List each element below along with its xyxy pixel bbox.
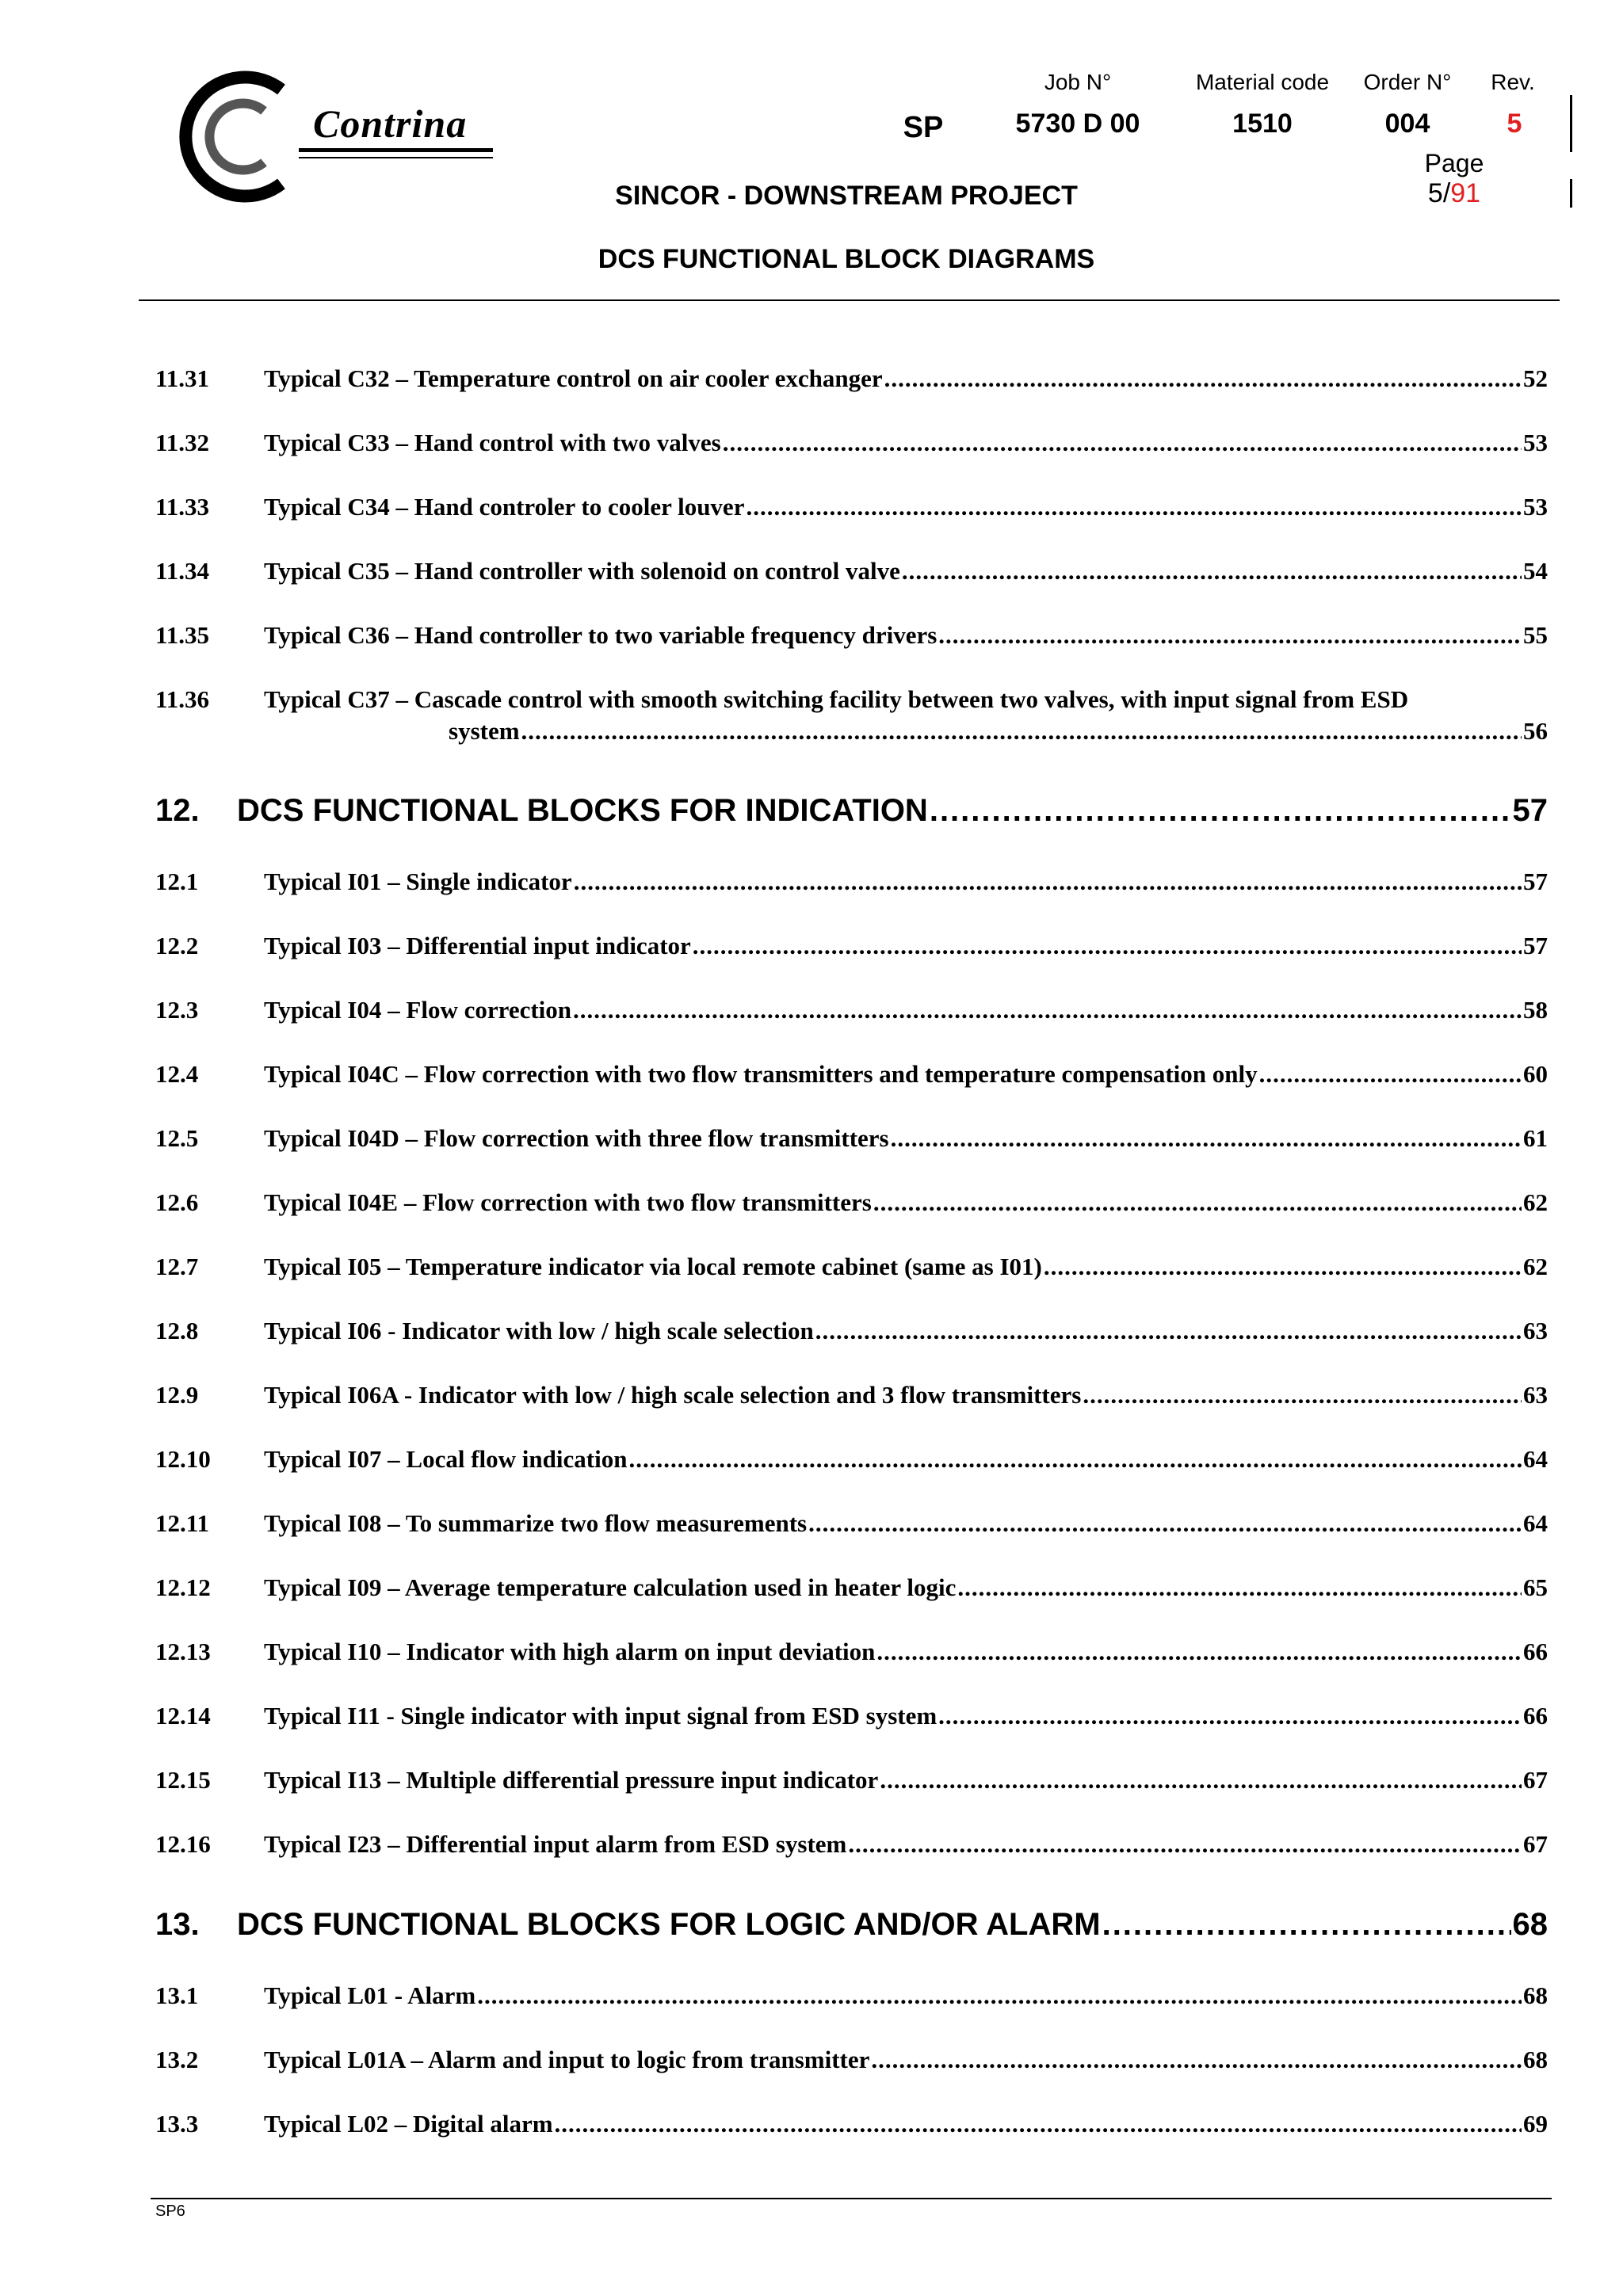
toc-section-heading[interactable] (155, 791, 1548, 830)
toc-entry[interactable] (155, 1508, 1548, 1539)
logo-underline-thin (299, 157, 493, 158)
toc-section-number: 12. (155, 793, 200, 828)
toc-entry[interactable] (155, 1700, 1548, 1732)
toc-entry-page: 54 (1523, 557, 1548, 585)
toc-entry-page: 65 (1523, 1573, 1548, 1601)
toc-entry-page: 62 (1523, 1188, 1548, 1216)
page-number (1428, 178, 1480, 209)
toc-entry[interactable] (155, 1315, 1548, 1347)
toc-entry-page: 63 (1523, 1381, 1548, 1409)
toc-entry[interactable] (155, 555, 1548, 587)
toc-entry-number: 11.32 (155, 429, 210, 456)
toc-entry-title: Typical I05 – Temperature indicator via local remote cabinet (same as I01) (264, 1253, 1042, 1280)
toc-entry-title: Typical C37 – Cascade control with smooth switching facility between two valves, with input signal from ESD (264, 685, 1409, 713)
toc-entry-title: Typical I09 – Average temperature calculation used in heater logic (264, 1573, 957, 1601)
toc-entry-number: 12.13 (155, 1638, 211, 1665)
toc-entry-page: 64 (1523, 1509, 1548, 1537)
toc-entry-title: Typical L02 – Digital alarm (264, 2110, 553, 2138)
document-prefix: SP (903, 111, 944, 144)
toc-entry-page: 67 (1523, 1766, 1548, 1794)
toc-entry-number: 12.12 (155, 1573, 211, 1601)
toc-entry[interactable] (155, 1572, 1548, 1604)
header-rule (139, 299, 1560, 301)
job-number-label: Job N° (1044, 70, 1112, 94)
toc-entry-title: Typical I06A - Indicator with low / high scale selection and 3 flow transmitters (264, 1381, 1082, 1409)
toc-entry-title-continued: system (449, 717, 520, 745)
header-divider (1570, 95, 1572, 152)
toc-entry[interactable] (155, 1058, 1548, 1090)
footer-rule (151, 2198, 1552, 2199)
toc-entry-page: 68 (1523, 2046, 1548, 2073)
toc-entry[interactable] (155, 620, 1548, 651)
toc-entry-title: Typical I10 – Indicator with high alarm on input deviation (264, 1638, 876, 1665)
toc-entry-title: Typical I04D – Flow correction with three flow transmitters (264, 1124, 889, 1152)
toc-dot-leader (1259, 1058, 1522, 1090)
project-title: SINCOR - DOWNSTREAM PROJECT (615, 181, 1078, 211)
toc-entry-number: 11.33 (155, 493, 210, 521)
toc-entry-number: 11.31 (155, 364, 210, 392)
toc-entry[interactable] (155, 1636, 1548, 1668)
toc-dot-leader (573, 994, 1522, 1026)
toc-entry-number: 12.10 (155, 1445, 211, 1473)
revision-value: 5 (1507, 109, 1522, 139)
order-number-value: 004 (1384, 109, 1430, 139)
toc-entry-title: Typical I23 – Differential input alarm from ESD system (264, 1830, 847, 1858)
toc-dot-leader (871, 2044, 1522, 2076)
toc-entry-title: Typical I11 - Single indicator with input signal from ESD system (264, 1702, 938, 1730)
toc-entry[interactable] (155, 491, 1548, 523)
toc-entry-title: Typical I04C – Flow correction with two flow transmitters and temperature compensation only (264, 1060, 1258, 1088)
header-divider-lower (1570, 179, 1572, 208)
toc-entry-number: 11.36 (155, 685, 210, 713)
toc-dot-leader (873, 1187, 1522, 1219)
toc-entry[interactable] (155, 1444, 1548, 1475)
toc-entry-number: 12.11 (155, 1509, 210, 1537)
page-label: Page (1424, 149, 1484, 177)
toc-entry-title: Typical I01 – Single indicator (264, 868, 572, 895)
toc-entry-number: 12.7 (155, 1253, 199, 1280)
document-title: DCS FUNCTIONAL BLOCK DIAGRAMS (598, 244, 1095, 274)
toc-entry-page: 61 (1523, 1124, 1548, 1152)
toc-entry-title: Typical I08 – To summarize two flow measurements (264, 1509, 808, 1537)
toc-entry-number: 12.2 (155, 932, 199, 959)
toc-entry-title: Typical I03 – Differential input indicator (264, 932, 691, 959)
toc-section-number: 13. (155, 1907, 200, 1942)
toc-entry-number: 11.34 (155, 557, 210, 585)
toc-entry[interactable] (155, 684, 1548, 747)
toc-entry-number: 12.4 (155, 1060, 199, 1088)
contrina-logo-icon (162, 67, 305, 206)
toc-entry[interactable] (155, 866, 1548, 898)
toc-entry-number: 12.9 (155, 1381, 199, 1409)
toc-dot-leader (808, 1508, 1522, 1539)
toc-entry-title: Typical L01 - Alarm (264, 1981, 476, 2009)
toc-entry-page: 64 (1523, 1445, 1548, 1473)
toc-dot-leader (746, 491, 1522, 523)
toc-dot-leader (723, 427, 1522, 459)
toc-entry[interactable] (155, 2108, 1548, 2140)
toc-dot-leader (938, 620, 1522, 651)
toc-entry[interactable] (155, 1980, 1548, 2012)
logo-underline (299, 148, 493, 152)
contrina-logo (162, 67, 495, 206)
toc-entry[interactable] (155, 994, 1548, 1026)
toc-dot-leader (848, 1829, 1522, 1860)
toc-entry[interactable] (155, 1123, 1548, 1154)
page-current: 5/ (1427, 178, 1451, 208)
toc-section-page: 57 (1512, 793, 1548, 828)
toc-dot-leader (1102, 1905, 1511, 1943)
toc-entry-page: 67 (1523, 1830, 1548, 1858)
toc-entry-number: 11.35 (155, 621, 210, 649)
toc-entry-title: Typical C35 – Hand controller with solenoid on control valve (264, 557, 900, 585)
toc-entry[interactable] (155, 930, 1548, 962)
toc-entry[interactable] (155, 1187, 1548, 1219)
material-code-value: 1510 (1232, 109, 1293, 139)
toc-entry-number: 12.8 (155, 1317, 199, 1344)
toc-entry[interactable] (155, 1829, 1548, 1860)
toc-entry-page: 68 (1523, 1981, 1548, 2009)
material-code-label: Material code (1195, 70, 1330, 94)
toc-dot-leader (555, 2108, 1522, 2140)
toc-entry-title: Typical C33 – Hand control with two valves (264, 429, 721, 456)
toc-entry-title: Typical C36 – Hand controller to two variable frequency drivers (264, 621, 938, 649)
toc-section-heading[interactable] (155, 1905, 1548, 1943)
footer-code: SP6 (155, 2203, 185, 2220)
toc-entry-title: Typical I04E – Flow correction with two flow transmitters (264, 1188, 872, 1216)
toc-dot-leader (693, 930, 1522, 962)
toc-dot-leader (891, 1123, 1522, 1154)
toc-dot-leader (1083, 1379, 1522, 1411)
toc-entry-page: 55 (1523, 621, 1548, 649)
toc-dot-leader (574, 866, 1522, 898)
page-total: 91 (1450, 178, 1481, 208)
toc-dot-leader (815, 1315, 1522, 1347)
toc-entry-page: 66 (1523, 1638, 1548, 1665)
toc-dot-leader (930, 791, 1511, 830)
toc-entry-number: 12.16 (155, 1830, 211, 1858)
toc-dot-leader (880, 1764, 1522, 1796)
toc-entry-page: 53 (1523, 493, 1548, 521)
toc-entry[interactable] (155, 2044, 1548, 2076)
toc-entry-title: Typical I04 – Flow correction (264, 996, 572, 1024)
toc-dot-leader (938, 1700, 1522, 1732)
toc-entry-page: 66 (1523, 1702, 1548, 1730)
toc-entry-page: 52 (1523, 364, 1548, 392)
toc-entry-page: 57 (1523, 868, 1548, 895)
toc-dot-leader (628, 1444, 1522, 1475)
job-number-value: 5730 D 00 (1015, 109, 1140, 139)
toc-dot-leader (1044, 1251, 1522, 1283)
toc-entry-page: 60 (1523, 1060, 1548, 1088)
toc-entry-page: 69 (1523, 2110, 1548, 2138)
toc-entry-number: 13.2 (155, 2046, 199, 2073)
toc-entry-title: Typical I13 – Multiple differential pressure input indicator (264, 1766, 879, 1794)
toc-entry-page: 63 (1523, 1317, 1548, 1344)
toc-entry-title: Typical C34 – Hand controler to cooler louver (264, 493, 745, 521)
toc-entry[interactable] (155, 427, 1548, 459)
toc-entry-number: 12.1 (155, 868, 199, 895)
order-number-label: Order N° (1363, 70, 1452, 94)
toc-entry-number: 12.3 (155, 996, 199, 1024)
toc-dot-leader (957, 1572, 1522, 1604)
toc-entry-number: 12.15 (155, 1766, 211, 1794)
toc-entry-page: 56 (1523, 717, 1548, 745)
toc-section-page: 68 (1512, 1907, 1548, 1942)
toc-entry-page: 62 (1523, 1253, 1548, 1280)
toc-entry-number: 13.1 (155, 1981, 199, 2009)
toc-entry[interactable] (155, 1379, 1548, 1411)
toc-entry-page: 57 (1523, 932, 1548, 959)
toc-entry[interactable] (155, 1251, 1548, 1283)
toc-entry-title: Typical C32 – Temperature control on air cooler exchanger (264, 364, 883, 392)
toc-entry-title: Typical I06 - Indicator with low / high scale selection (264, 1317, 814, 1344)
toc-section-title: DCS FUNCTIONAL BLOCKS FOR LOGIC AND/OR ALARM (237, 1907, 1101, 1942)
toc-entry-number: 13.3 (155, 2110, 199, 2138)
toc-entry-number: 12.5 (155, 1124, 199, 1152)
toc-dot-leader (477, 1980, 1522, 2012)
toc-section-title: DCS FUNCTIONAL BLOCKS FOR INDICATION (237, 793, 928, 828)
toc-dot-leader (521, 715, 1522, 747)
toc-entry-page: 58 (1523, 996, 1548, 1024)
toc-entry-number: 12.14 (155, 1702, 211, 1730)
revision-label: Rev. (1491, 70, 1535, 94)
toc-entry[interactable] (155, 1764, 1548, 1796)
toc-dot-leader (902, 555, 1522, 587)
toc-entry-title: Typical I07 – Local flow indication (264, 1445, 628, 1473)
toc-entry-page: 53 (1523, 429, 1548, 456)
toc-entry-number: 12.6 (155, 1188, 199, 1216)
toc-entry[interactable] (155, 363, 1548, 395)
toc-entry-title: Typical L01A – Alarm and input to logic from transmitter (264, 2046, 870, 2073)
toc-dot-leader (876, 1636, 1522, 1668)
logo-wordmark: Contrina (313, 101, 468, 146)
toc-dot-leader (884, 363, 1522, 395)
